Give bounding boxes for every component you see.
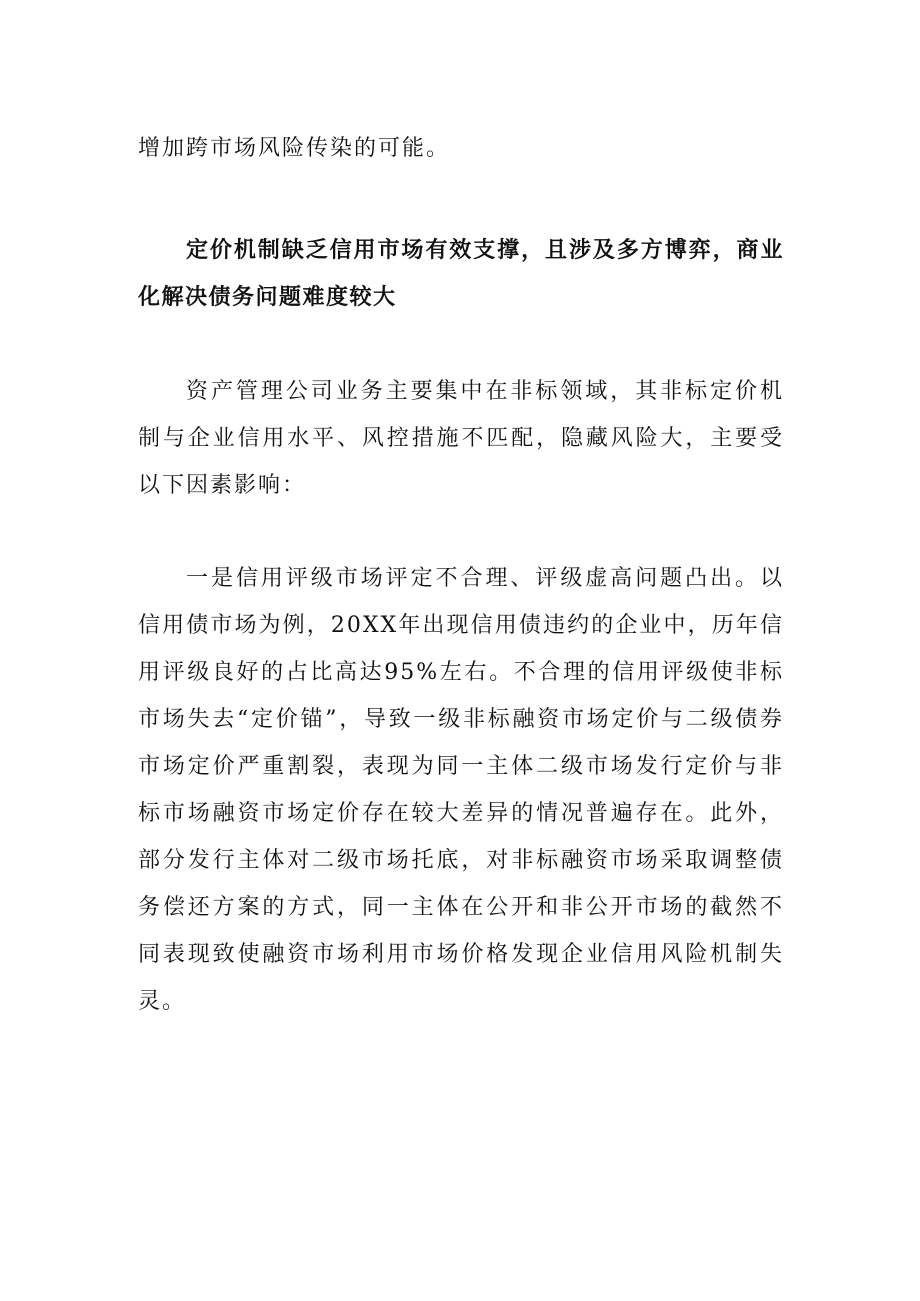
section-heading: 定价机制缺乏信用市场有效支撑，且涉及多方博弈，商业化解决债务问题难度较大 xyxy=(138,238,784,310)
intro-paragraph: 资产管理公司业务主要集中在非标领域，其非标定价机制与企业信用水平、风控措施不匹配，隐藏风险大，主要受以下因素影响： xyxy=(138,379,784,498)
point-one-paragraph: 一是信用评级市场评定不合理、评级虚高问题凸出。以信用债市场为例，20XX年出现信用债违约的企业中，历年信用评级良好的占比高达95%左右。不合理的信用评级使非标市场失去“定价锚”，导致一级非标融资市场定价与二级债券市场定价严重割裂，表现为同一主体二级市场发行定价与非标市场融资市场定价存在较大差异的情况普遍存在。此外，部分发行主体对二级市场托底，对非标融资市场采取调整债务偿还方案的方式，同一主体在公开和非公开市场的截然不同表现致使融资市场利用市场价格发现企业信用风险机制失灵。 xyxy=(138,566,784,1014)
continuation-paragraph: 增加跨市场风险传染的可能。 xyxy=(138,136,451,161)
